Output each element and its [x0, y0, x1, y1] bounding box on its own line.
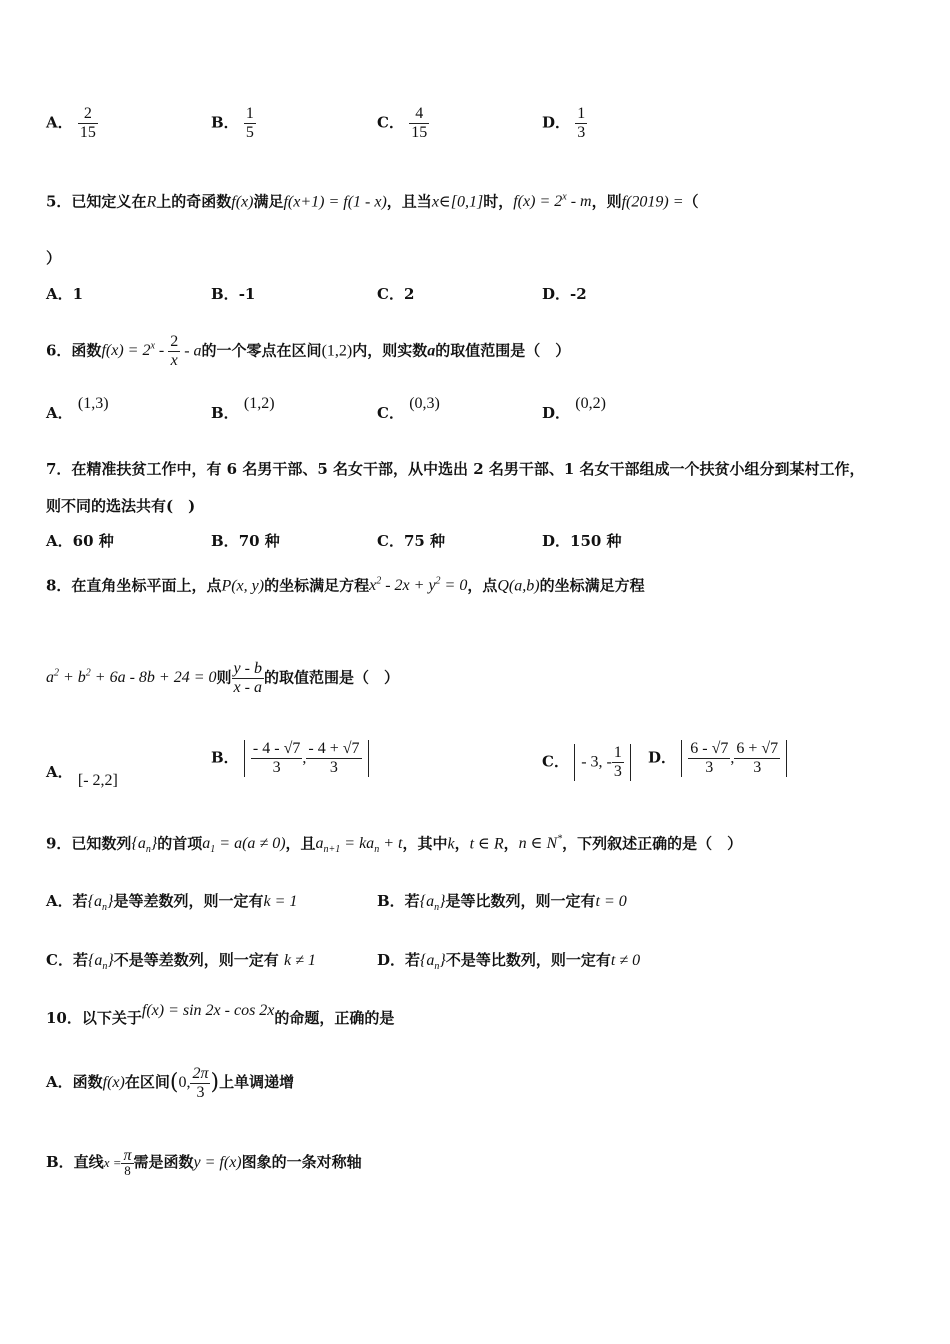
- q7-stem-line1: 7．在精准扶贫工作中，有 6 名男干部、5 名女干部，从中选出 2 名男干部、1 名女干部组成一个扶贫小组分到某村工作，: [46, 460, 865, 478]
- q10-option-a[interactable]: A．函数f(x)在区间(0, $\frac{2\pi}{3}$ )上单调递增: [46, 1064, 295, 1101]
- q6-option-d[interactable]: D． (0,2): [542, 395, 606, 422]
- q7-stem-line2: 则不同的选法共有( ): [46, 497, 196, 515]
- q4-option-d[interactable]: D． $\frac{1}{3}$: [542, 105, 586, 141]
- q4-option-a[interactable]: A． $\frac{2}{15}$: [46, 105, 96, 141]
- q6-stem: 6．函数$f(x) = 2^x$ - $\frac{2}{x}$ - a的一个零点在区间(1,2)内，则实数a的取值范围是（ ）: [46, 332, 571, 369]
- q5-option-a[interactable]: A．1: [46, 285, 84, 303]
- q9-stem: 9．已知数列$\{a_n\}$的首项$a_1 = a(a \ne 0)$，且$a_{n+1} = ka_n + t$，其中k，t ∈ R，n ∈ N*，下列叙述正确的是（ ）: [46, 834, 743, 856]
- q10-option-b[interactable]: B．直线x = $\frac{\pi}{8}$ 需是函数y = f(x)图象的一条对称轴: [46, 1146, 362, 1178]
- q8-stem-line2: $a^2 + b^2 + 6a - 8b + 24 = 0$则 $\frac{y - b}{x - a}$ 的取值范围是（ ）: [46, 659, 399, 696]
- q4-option-c[interactable]: C． $\frac{4}{15}$: [377, 105, 428, 141]
- q7-option-d[interactable]: D．150 种: [542, 532, 622, 550]
- q8-option-a[interactable]: A． [- 2,2]: [46, 763, 118, 789]
- q9-option-b[interactable]: B．若$\{a_n\}$是等比数列，则一定有t = 0: [377, 892, 627, 914]
- q4-option-b[interactable]: B． $\frac{1}{5}$: [211, 105, 254, 141]
- q7-option-b[interactable]: B．70 种: [211, 532, 280, 550]
- q9-option-a[interactable]: A．若$\{a_n\}$是等差数列，则一定有k = 1: [46, 892, 298, 914]
- q10-stem: 10．以下关于f(x) = sin 2x - cos 2x的命题，正确的是: [46, 1002, 395, 1027]
- q7-option-a[interactable]: A．60 种: [46, 532, 114, 550]
- q5-option-d[interactable]: D．-2: [542, 285, 587, 303]
- q6-option-b[interactable]: B． (1,2): [211, 395, 275, 422]
- q5-stem: 5．已知定义在R上的奇函数f(x)满足f(x+1) = f(1 - x)，且当x∈[0,1]时，$f(x) = 2^x - m$，则f(2019) =（: [46, 192, 699, 211]
- q5-stem-close: ）: [46, 249, 62, 267]
- q8-stem-line1: 8．在直角坐标平面上，点P(x, y)的坐标满足方程$x^2 - 2x + y^2 = 0$，点Q(a,b)的坐标满足方程: [46, 576, 645, 595]
- q7-option-c[interactable]: C．75 种: [377, 532, 446, 550]
- q8-option-c[interactable]: C． - 3, - $\frac{1}{3}$: [542, 744, 631, 781]
- q5-option-c[interactable]: C．2: [377, 285, 415, 303]
- q9-option-d[interactable]: D．若$\{a_n\}$不是等比数列，则一定有t ≠ 0: [377, 951, 641, 973]
- q5-option-b[interactable]: B．-1: [211, 285, 256, 303]
- q6-option-c[interactable]: C． (0,3): [377, 395, 440, 422]
- q8-option-b[interactable]: B． $\frac{- 4 - √7}{3}$ , $\frac{- 4 + √7}{3}$: [211, 740, 369, 777]
- q8-option-d[interactable]: D． $\frac{6 - √7}{3}$ , $\frac{6 + √7}{3}$: [648, 740, 787, 777]
- q9-option-c[interactable]: C．若$\{a_n\}$不是等差数列，则一定有 k ≠ 1: [46, 951, 316, 973]
- q6-option-a[interactable]: A． (1,3): [46, 395, 109, 422]
